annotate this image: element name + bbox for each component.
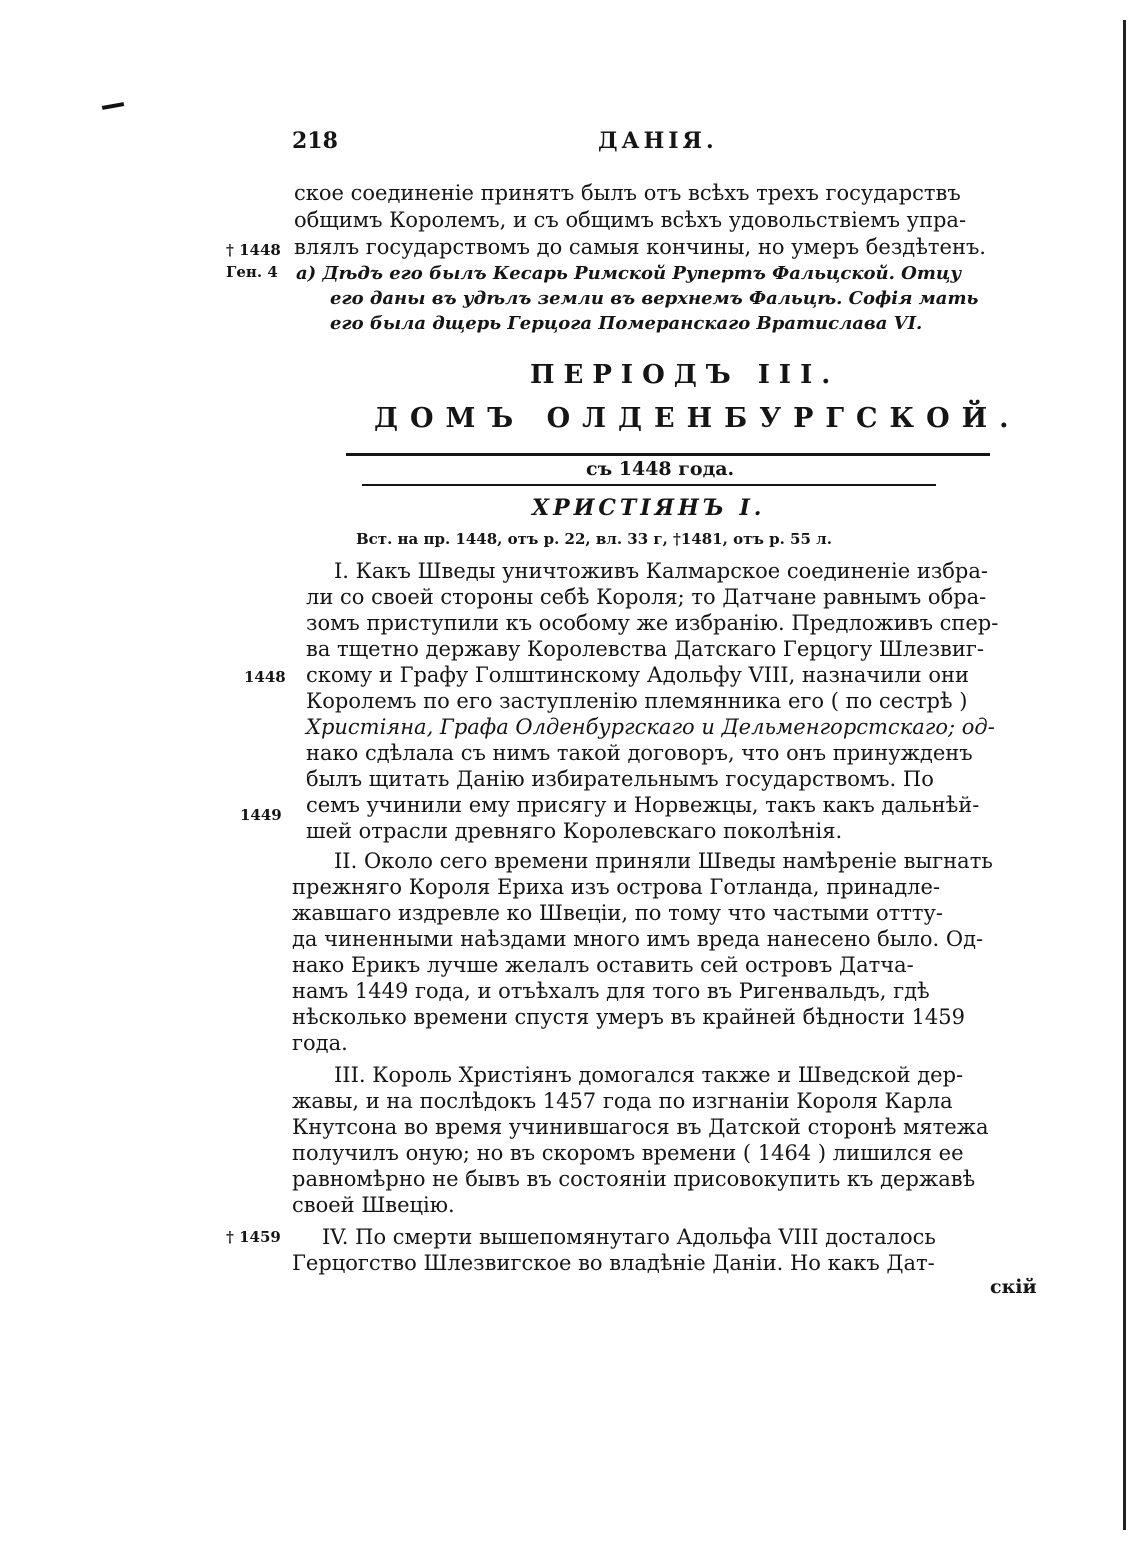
text-line: нѣсколько времени спустя умеръ въ крайней бѣдности 1459 <box>292 1005 965 1029</box>
margin-note-death-1459: † 1459 <box>226 1228 281 1246</box>
house-heading: ДОМЪ ОЛДЕНБУРГСКОЙ. <box>374 403 1021 434</box>
period-heading: ПЕРІОДЪ III. <box>530 360 840 390</box>
text-line: былъ щитать Данію избирательнымъ государствомъ. По <box>306 767 934 791</box>
text-line: Кнутсона во время учинившагося въ Датской сторонѣ мятежа <box>292 1115 989 1139</box>
margin-note-1449: 1449 <box>240 806 282 824</box>
text-line: Королемъ по его заступленію племянника его ( по сестрѣ ) <box>306 689 968 713</box>
ruler-name: ХРИСТІЯНЪ I. <box>532 495 766 521</box>
margin-note-1448: 1448 <box>244 668 286 686</box>
page-edge <box>1123 20 1126 1530</box>
reign-info: Вст. на пр. 1448, отъ р. 22, вл. 33 г, †1481, отъ р. 55 л. <box>356 530 832 548</box>
text-line: скому и Графу Голштинскому Адольфу VIII, назначили они <box>306 663 969 687</box>
running-title: ДАНІЯ. <box>598 128 718 154</box>
footnote-line: а) Дѣдъ его былъ Кесарь Римской Рупертъ Фальцской. Отцу <box>296 263 962 284</box>
text-line: прежняго Короля Ериха изъ острова Готланда, принадле- <box>292 875 940 899</box>
text-line: жавы, и на послѣдокъ 1457 года по изгнаніи Короля Карла <box>292 1089 953 1113</box>
text-line: III. Король Христіянъ домогался также и Шведской дер- <box>334 1063 964 1087</box>
text-line: IV. По смерти вышепомянутаго Адольфа VIII досталось <box>322 1225 936 1249</box>
heading-rule-bottom <box>362 484 936 486</box>
text-line: ва тщетно державу Королевства Датскаго Герцогу Шлезвиг- <box>306 637 984 661</box>
text-line: намъ 1449 года, и отъѣхалъ для того въ Ригенвальдъ, гдѣ <box>292 979 930 1003</box>
page-number: 218 <box>292 128 338 154</box>
text-line: нако сдѣлала съ нимъ такой договоръ, что онъ принужденъ <box>306 741 973 765</box>
footnote-line: его даны въ удѣлъ земли въ верхнемъ Фальцѣ. Софія мать <box>330 288 979 309</box>
text-line: ское соединеніе принятъ былъ отъ всѣхъ трехъ государствъ <box>294 181 961 205</box>
text-line: получилъ оную; но въ скоромъ времени ( 1464 ) лишился ее <box>292 1141 964 1165</box>
text-line: I. Какъ Шведы уничтоживъ Калмарское соединеніе избра- <box>334 559 988 583</box>
since-date: съ 1448 года. <box>586 458 735 480</box>
text-line: влялъ государствомъ до самыя кончины, но умеръ бездѣтенъ. <box>294 235 986 259</box>
margin-note-gen: Ген. 4 <box>226 263 278 281</box>
text-line: семъ учинили ему присягу и Норвежцы, такъ какъ дальнѣй- <box>306 793 980 817</box>
text-line: ли со своей стороны себѣ Короля; то Датчане равнымъ обра- <box>306 585 987 609</box>
text-line: шей отрасли древняго Королевскаго поколѣнія. <box>306 819 843 843</box>
text-line: Герцогство Шлезвигское во владѣніе Даніи. Но какъ Дат- <box>292 1251 935 1275</box>
text-line: да чиненными наѣздами много имъ вреда нанесено было. Од- <box>292 927 984 951</box>
text-line: общимъ Королемъ, и съ общимъ всѣхъ удовольствіемъ упра- <box>294 208 967 232</box>
text-line: своей Швецію. <box>292 1193 455 1217</box>
margin-note-death: † 1448 <box>226 241 281 259</box>
text-line: жавшаго издревле ко Швеціи, по тому что частыми оттту- <box>292 901 943 925</box>
heading-rule-top <box>346 453 990 456</box>
footnote-line: его была дщерь Герцога Померанскаго Вратислава VI. <box>330 313 923 334</box>
text-line: нако Ерикъ лучше желалъ оставить сей островъ Датча- <box>292 953 914 977</box>
text-line: зомъ приступили къ особому же избранію. Предложивъ спер- <box>306 611 999 635</box>
ink-mark <box>102 102 124 110</box>
text-line: равномѣрно не бывъ въ состояніи присовокупить къ державѣ <box>292 1167 976 1191</box>
text-line: года. <box>292 1031 348 1055</box>
catchword: скій <box>990 1276 1037 1298</box>
text-line: Христіяна, Графа Олденбургскаго и Дельменгорстскаго; од- <box>306 715 995 739</box>
text-line: II. Около сего времени приняли Шведы намѣреніе выгнать <box>334 849 993 873</box>
